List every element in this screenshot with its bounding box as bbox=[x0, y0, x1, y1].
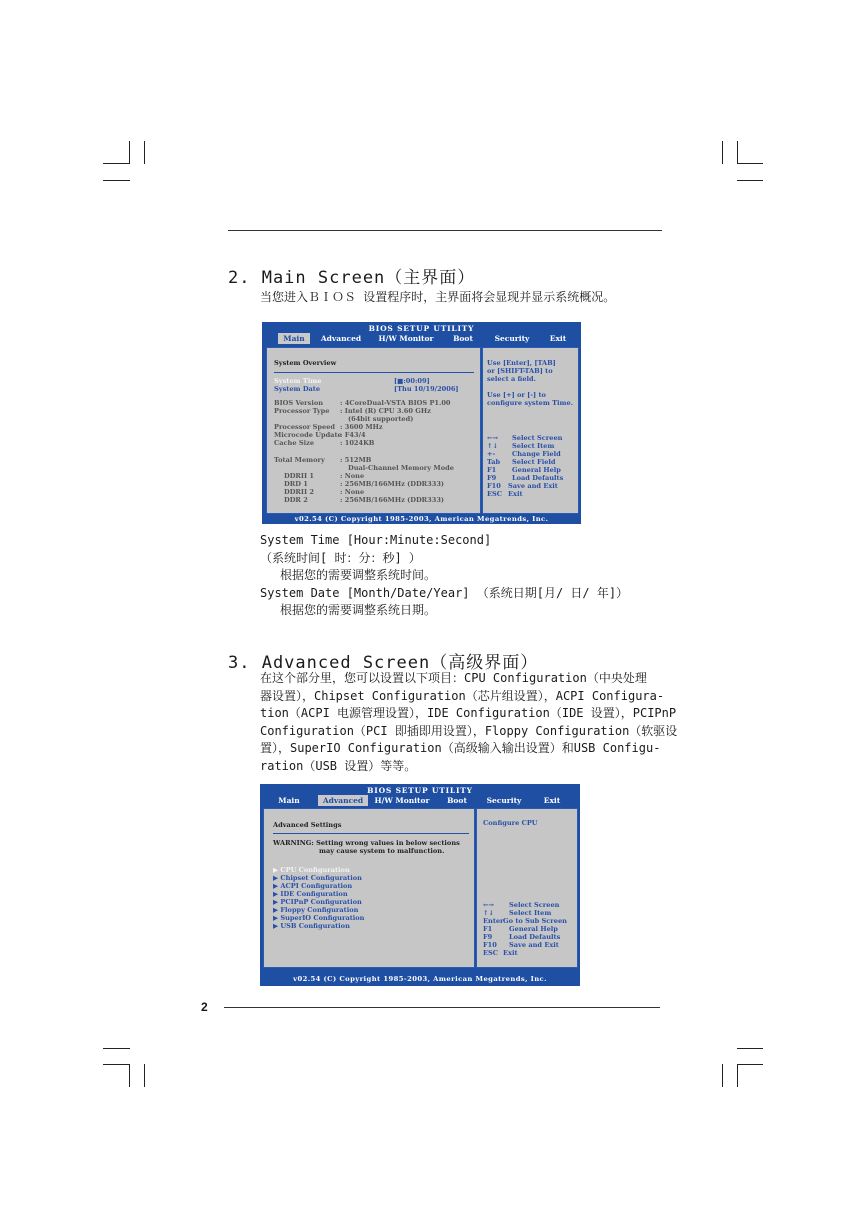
system-time-format-cn: （系统时间[ 时：分：秒] ） bbox=[260, 550, 421, 565]
memory-value: : None bbox=[340, 472, 365, 480]
key-name: +- bbox=[487, 450, 496, 458]
bios-tab-bar bbox=[262, 333, 581, 344]
bios-advanced-help-panel bbox=[476, 808, 578, 968]
section-heading-advanced-screen: 3. Advanced Screen（高级界面） bbox=[228, 653, 539, 673]
memory-value: : 512MB bbox=[340, 456, 372, 464]
system-time-hint: 根据您的需要调整系统时间。 bbox=[280, 568, 437, 582]
bios-advanced-screenshot bbox=[260, 784, 580, 986]
key-name: ←→ bbox=[483, 901, 495, 909]
menu-item-usb-configuration[interactable]: ▶ USB Configuration bbox=[273, 922, 350, 930]
tab-exit[interactable]: Exit bbox=[549, 334, 567, 343]
bios-main-screenshot bbox=[262, 322, 581, 524]
menu-item-chipset-configuration[interactable]: ▶ Chipset Configuration bbox=[273, 874, 362, 882]
tab-security[interactable]: Security bbox=[486, 796, 522, 805]
memory-label: DRD 1 bbox=[284, 480, 308, 488]
key-action: Select Screen bbox=[512, 434, 563, 442]
help-line: configure system Time. bbox=[487, 399, 574, 407]
tab-main[interactable]: Main bbox=[278, 333, 310, 344]
system-date-hint: 根据您的需要调整系统日期。 bbox=[280, 603, 437, 617]
paragraph-line: tion（ACPI 电源管理设置），IDE Configuration（IDE 设置），PCIPnP bbox=[260, 706, 677, 720]
menu-item-ide-configuration[interactable]: ▶ IDE Configuration bbox=[273, 890, 348, 898]
help-line: Use [Enter], [TAB] bbox=[487, 359, 556, 367]
info-value: : Intel (R) CPU 3.60 GHz bbox=[340, 407, 431, 415]
info-value: (64bit supported) bbox=[348, 415, 414, 423]
paragraph-line: 置），SuperIO Configuration（高级输入输出设置）和USB Configu- bbox=[260, 741, 661, 755]
system-date-label[interactable]: System Date bbox=[274, 385, 321, 393]
memory-value: : 256MB/166MHz (DDR333) bbox=[340, 496, 445, 504]
info-label: Processor Type bbox=[274, 407, 330, 415]
menu-item-pcipnp-configuration[interactable]: ▶ PCIPnP Configuration bbox=[273, 898, 362, 906]
help-line: Use [+] or [-] to bbox=[487, 391, 546, 399]
memory-value: : 256MB/166MHz (DDR333) bbox=[340, 480, 445, 488]
help-text: Configure CPU bbox=[483, 819, 538, 827]
overview-title: System Overview bbox=[274, 359, 337, 367]
key-name: F10 bbox=[483, 941, 497, 949]
paragraph-line: 在这个部分里，您可以设置以下项目：CPU Configuration（中央处理 bbox=[260, 671, 647, 685]
paragraph-line: Configuration（PCI 即插即用设置），Floppy Configuration（软驱设 bbox=[260, 723, 678, 738]
system-time-label[interactable]: System Time bbox=[274, 377, 322, 385]
memory-label: DDR 2 bbox=[284, 496, 308, 504]
memory-label: DDRII 2 bbox=[284, 488, 314, 496]
tab-exit[interactable]: Exit bbox=[543, 796, 561, 805]
key-name: ESC bbox=[483, 949, 499, 957]
key-action: Select Screen bbox=[509, 901, 560, 909]
key-action: Go to Sub Screen bbox=[503, 917, 567, 925]
info-value: : 1024KB bbox=[340, 439, 375, 447]
menu-item-superio-configuration[interactable]: ▶ SuperIO Configuration bbox=[273, 914, 365, 922]
help-line: or [SHIFT-TAB] to bbox=[487, 367, 553, 375]
key-action: Select Item bbox=[509, 909, 552, 917]
paragraph-line: ration（USB 设置）等等。 bbox=[260, 758, 417, 773]
help-line: select a field. bbox=[487, 375, 536, 383]
system-time-description bbox=[260, 532, 628, 620]
key-name: F9 bbox=[483, 933, 493, 941]
key-action: Select Item bbox=[512, 442, 555, 450]
key-name: ESC bbox=[487, 490, 503, 498]
section-intro-main: 当您进入ＢＩＯＳ 设置程序时，主界面将会显现并显示系统概况。 bbox=[260, 290, 616, 304]
memory-label: DDRII 1 bbox=[284, 472, 314, 480]
bios-main-left-panel bbox=[266, 347, 481, 514]
bios-footer: v02.54 (C) Copyright 1985-2003, American Megatrends, Inc. bbox=[293, 975, 547, 983]
info-label: Microcode Update bbox=[274, 431, 342, 439]
key-name: Tab bbox=[487, 458, 501, 466]
key-name: F10 bbox=[487, 482, 501, 490]
key-name: Enter bbox=[483, 917, 504, 925]
key-action: General Help bbox=[509, 925, 558, 933]
system-time-format: System Time [Hour:Minute:Second] bbox=[260, 533, 492, 547]
tab-main[interactable]: Main bbox=[278, 796, 300, 805]
tab-advanced[interactable]: Advanced bbox=[320, 334, 362, 343]
page-number: 2 bbox=[201, 1000, 208, 1014]
key-action: Load Defaults bbox=[509, 933, 561, 941]
key-action: Save and Exit bbox=[508, 482, 558, 490]
tab-boot[interactable]: Boot bbox=[447, 796, 467, 805]
menu-item-floppy-configuration[interactable]: ▶ Floppy Configuration bbox=[273, 906, 359, 914]
tab-security[interactable]: Security bbox=[494, 334, 530, 343]
key-name: F9 bbox=[487, 474, 497, 482]
info-value: : 3600 MHz bbox=[340, 423, 383, 431]
key-action: Exit bbox=[503, 949, 518, 957]
info-label: BIOS Version bbox=[274, 399, 324, 407]
tab-hw-monitor[interactable]: H/W Monitor bbox=[378, 334, 434, 343]
memory-label: Total Memory bbox=[274, 456, 325, 464]
key-name: ←→ bbox=[487, 434, 499, 442]
key-name: ↑↓ bbox=[483, 909, 495, 917]
menu-item-cpu-configuration[interactable]: ▶ CPU Configuration bbox=[273, 866, 350, 874]
key-action: Exit bbox=[508, 490, 523, 498]
key-name: F1 bbox=[483, 925, 493, 933]
bios-title: BIOS SETUP UTILITY bbox=[367, 786, 473, 795]
tab-advanced[interactable]: Advanced bbox=[318, 795, 368, 806]
bios-title: BIOS SETUP UTILITY bbox=[368, 324, 475, 333]
key-action: General Help bbox=[512, 466, 561, 474]
paragraph-line: 器设置），Chipset Configuration（芯片组设置），ACPI Configura- bbox=[260, 688, 665, 703]
tab-boot[interactable]: Boot bbox=[453, 334, 473, 343]
key-action: Load Defaults bbox=[512, 474, 564, 482]
info-value: : 4CoreDual-VSTA BIOS P1.00 bbox=[340, 399, 451, 407]
info-label: Processor Speed bbox=[274, 423, 336, 431]
key-name: F1 bbox=[487, 466, 497, 474]
menu-item-acpi-configuration[interactable]: ▶ ACPI Configuration bbox=[273, 882, 353, 890]
key-action: Select Field bbox=[512, 458, 556, 466]
warning-line-2: may cause system to malfunction. bbox=[319, 847, 445, 855]
system-date-format: System Date [Month/Date/Year] （系统日期[月/ 日/ 年]） bbox=[260, 585, 629, 600]
section-advanced-paragraph bbox=[260, 670, 677, 775]
memory-value: : None bbox=[340, 488, 365, 496]
bios-footer: v02.54 (C) Copyright 1985-2003, American Megatrends, Inc. bbox=[294, 515, 549, 523]
system-date-value[interactable]: [Thu 10/19/2006] bbox=[394, 385, 459, 393]
header-rule bbox=[228, 230, 662, 231]
bios-main-help-panel bbox=[482, 347, 579, 514]
section-heading-main-screen: 2. Main Screen（主界面） bbox=[228, 268, 476, 288]
advanced-separator bbox=[273, 833, 469, 834]
tab-hw-monitor[interactable]: H/W Monitor bbox=[374, 796, 430, 805]
key-action: Change Field bbox=[512, 450, 561, 458]
info-label: Cache Size bbox=[274, 439, 315, 447]
bios-advanced-left-panel bbox=[263, 808, 475, 968]
key-action: Save and Exit bbox=[509, 941, 559, 949]
warning-line-1: WARNING: Setting wrong values in below sections bbox=[273, 839, 460, 847]
memory-value: Dual-Channel Memory Mode bbox=[348, 464, 454, 472]
key-name: ↑↓ bbox=[487, 442, 499, 450]
advanced-settings-title: Advanced Settings bbox=[273, 821, 342, 829]
overview-separator bbox=[274, 372, 474, 373]
bios-tab-bar bbox=[260, 795, 580, 806]
system-time-value[interactable]: [■:00:09] bbox=[394, 377, 430, 385]
footer-rule bbox=[224, 1007, 660, 1008]
info-value: : F43/4 bbox=[340, 431, 366, 439]
